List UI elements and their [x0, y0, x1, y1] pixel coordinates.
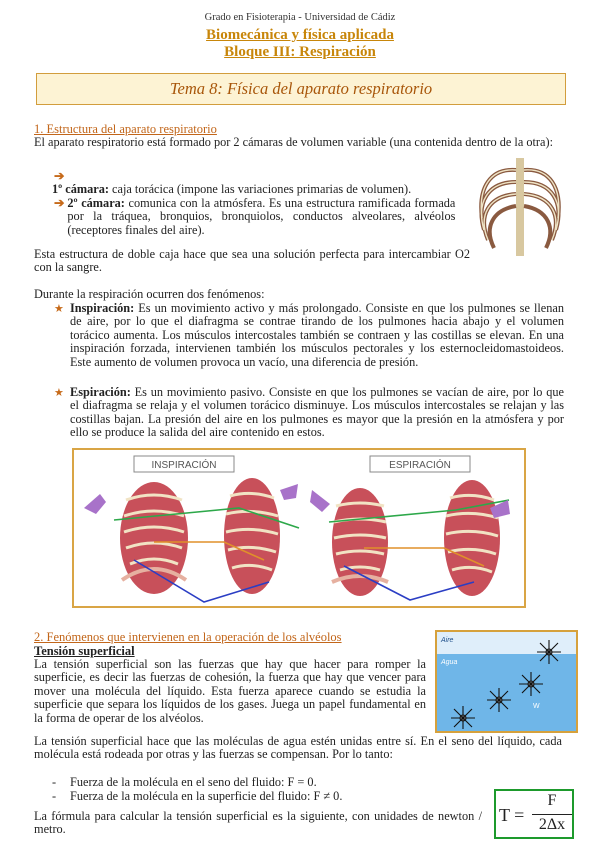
- air-label: Aire: [441, 637, 454, 644]
- course-title: Biomecánica y física aplicada: [206, 27, 394, 43]
- formula-numerator: F: [547, 792, 557, 809]
- star-icon: ★: [54, 387, 64, 399]
- purple-arrow-icon: [84, 494, 106, 514]
- item-label: Inspiración:: [70, 301, 135, 315]
- list-item: [54, 386, 564, 440]
- water-label: Agua: [441, 659, 458, 666]
- section1-intro: El aparato respiratorio está formado por 2 cámaras de volumen variable (una contenida dentro de la otra):: [34, 135, 553, 149]
- formula-denominator: 2Δx: [538, 816, 566, 833]
- section1-summary: Esta estructura de doble caja hace que sea una solución perfecta para intercambiar O2 con la sangre.: [34, 247, 470, 275]
- item-label: Espiración:: [70, 385, 131, 399]
- section2-heading: 2. Fenómenos que intervienen en la operación de los alvéolos: [34, 630, 342, 644]
- w-label: W: [533, 703, 540, 710]
- bullet-text: Fuerza de la molécula en el seno del fluido: F = 0.: [70, 775, 317, 789]
- rib-cage-image: [470, 158, 570, 256]
- purple-arrow-icon: [310, 490, 330, 512]
- school-line: Grado en Fisioterapia - Universidad de Cádiz: [204, 12, 396, 23]
- item-text: comunica con la atmósfera. Es una estructura ramificada formada por la tráquea, bronquios, bronquiolos, conductos alveolares, alvéolos (receptores finales del aire).: [67, 196, 456, 237]
- item-label: 2º cámara:: [67, 196, 125, 210]
- breathing-figure: [72, 448, 526, 608]
- arrow-icon: ➔: [54, 196, 65, 210]
- topic-title: Tema 8: Física del aparato respiratorio: [169, 79, 433, 98]
- star-icon: ★: [54, 303, 64, 315]
- section2-p2: La tensión superficial hace que las moléculas de agua estén unidas entre sí. En el seno del líquido, cada molécula está rodeada por otras y las fuerzas se compensan. Por lo tanto:: [34, 734, 562, 762]
- item-text: caja torácica (impone las variaciones primarias de volumen).: [108, 182, 412, 197]
- topic-banner: [36, 73, 566, 105]
- inspiration-label: INSPIRACIÓN: [151, 460, 217, 471]
- surface-tension-diagram: [435, 630, 578, 733]
- list-item: [52, 776, 472, 789]
- phenomena-intro: Durante la respiración ocurren dos fenómenos:: [34, 287, 265, 301]
- block-title: Bloque III: Respiración: [224, 44, 376, 60]
- bullet-text: Fuerza de la molécula en la superficie del fluido: F ≠ 0.: [70, 789, 343, 803]
- subsection-title: Tensión superficial: [34, 644, 135, 658]
- section1-heading: 1. Estructura del aparato respiratorio: [34, 122, 217, 136]
- expiration-torso-side: [444, 480, 500, 596]
- expiration-torso-front: [332, 488, 388, 596]
- fraction-bar: [532, 814, 572, 815]
- expiration-label: ESPIRACIÓN: [389, 460, 451, 471]
- list-item: [52, 790, 472, 803]
- molecule-icon: [519, 672, 543, 696]
- purple-arrow-icon: [280, 484, 298, 500]
- molecule-icon: [451, 706, 475, 729]
- molecule-icon: [487, 688, 511, 712]
- formula-lhs: T =: [499, 805, 525, 825]
- section2-p3: La fórmula para calcular la tensión superficial es la siguiente, con unidades de newton / metro.: [34, 809, 482, 837]
- molecule-icon: [537, 640, 561, 664]
- item-text: Es un movimiento pasivo. Consiste en que los pulmones se vacían de aire, por lo que el diafragma se relaja y el volumen torácico disminuye. Los músculos intercostales se relajan y las costillas bajan. La presión del aire en los pulmones es mayor que la presión en la atmósfera y por ello se produce la salida del aire contenido en estos.: [70, 385, 564, 440]
- breathing-illustration: [74, 450, 524, 606]
- list-item: [54, 302, 564, 369]
- list-item: [54, 197, 458, 237]
- dash-bullet: -: [52, 775, 57, 789]
- list-item: [54, 170, 458, 197]
- inspiration-torso-side: [224, 478, 280, 594]
- arrow-icon: ➔: [54, 169, 65, 183]
- surface-tension-formula: [494, 789, 574, 839]
- section2-p1: La tensión superficial son las fuerzas que hay que hacer para romper la superficie, es decir las fuerzas de cohesión, la fuerza que hay que vencer para mover una molécula del líquido. Esta fuerza aparece cuando se estudia la superficie que separa los líquidos de los gases. Juega un papel fundamental en la forma de operar de los alvéolos.: [34, 657, 426, 725]
- item-label: 1º cámara:: [52, 182, 109, 197]
- dash-bullet: -: [52, 789, 57, 803]
- inspiration-torso-front: [120, 482, 188, 594]
- item-text: Es un movimiento activo y más prolongado. Consiste en que los pulmones se llenan de aire, por lo que el diafragma se contrae tirando de los pulmones hacia abajo y el volumen torácico aumenta. Los músculos intercostales también se contraen y las costillas se elevan. En una inspiración forzada, intervienen también los músculos pectorales y los esternocleidomastoideos. Este aumento de volumen provoca un vacío, una diferencia de presión.: [70, 301, 564, 369]
